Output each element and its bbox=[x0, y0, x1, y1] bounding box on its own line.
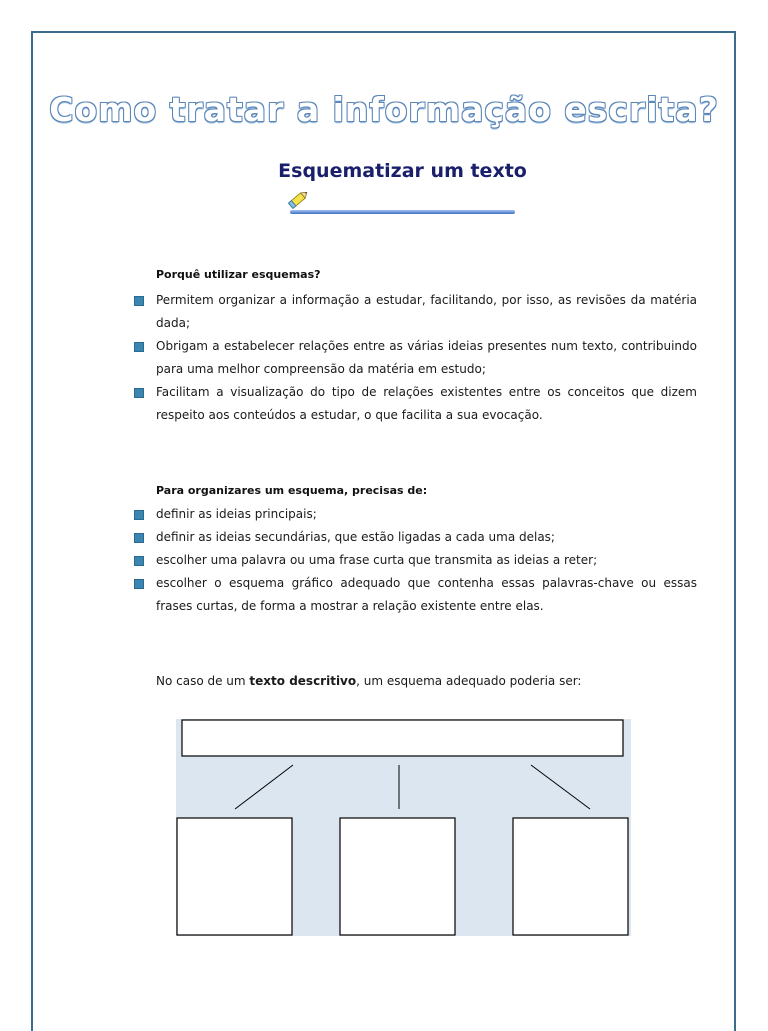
main-idea-box bbox=[182, 720, 623, 756]
pencil-icon bbox=[286, 188, 310, 210]
square-bullet-icon bbox=[134, 556, 144, 566]
list-item: Permitem organizar a informação a estudar, facilitando, por isso, as revisões da matéria dada; bbox=[134, 289, 697, 335]
list-item: Facilitam a visualização do tipo de relações existentes entre os conceitos que dizem respeito aos conteúdos a estudar, o que facilita a sua evocação. bbox=[134, 381, 697, 427]
subtitle-underline bbox=[290, 210, 515, 214]
square-bullet-icon bbox=[134, 296, 144, 306]
why-list bbox=[134, 289, 697, 427]
descriptive-text-note: No caso de um texto descritivo, um esquema adequado poderia ser: bbox=[156, 674, 582, 688]
square-bullet-icon bbox=[134, 342, 144, 352]
list-item: escolher o esquema gráfico adequado que contenha essas palavras-chave ou essas frases curtas, de forma a mostrar a relação existente entre elas. bbox=[134, 572, 697, 618]
section-heading-why: Porquê utilizar esquemas? bbox=[156, 268, 321, 281]
schema-diagram bbox=[176, 719, 631, 936]
list-item: definir as ideias secundárias, que estão ligadas a cada uma delas; bbox=[134, 526, 697, 549]
section-heading-how: Para organizares um esquema, precisas de: bbox=[156, 484, 428, 497]
square-bullet-icon bbox=[134, 388, 144, 398]
square-bullet-icon bbox=[134, 579, 144, 589]
square-bullet-icon bbox=[134, 510, 144, 520]
page-subtitle: Esquematizar um texto bbox=[278, 160, 527, 182]
secondary-idea-box-center bbox=[340, 818, 455, 935]
list-item: Obrigam a estabelecer relações entre as várias ideias presentes num texto, contribuindo para uma melhor compreensão da matéria em estudo; bbox=[134, 335, 697, 381]
list-item: definir as ideias principais; bbox=[134, 503, 697, 526]
how-list bbox=[134, 503, 697, 618]
list-item: escolher uma palavra ou uma frase curta que transmita as ideias a reter; bbox=[134, 549, 697, 572]
square-bullet-icon bbox=[134, 533, 144, 543]
secondary-idea-box-left bbox=[177, 818, 292, 935]
bold-term: texto descritivo bbox=[249, 674, 357, 688]
page-title: Como tratar a informação escrita? bbox=[49, 90, 719, 129]
secondary-idea-box-right bbox=[513, 818, 628, 935]
